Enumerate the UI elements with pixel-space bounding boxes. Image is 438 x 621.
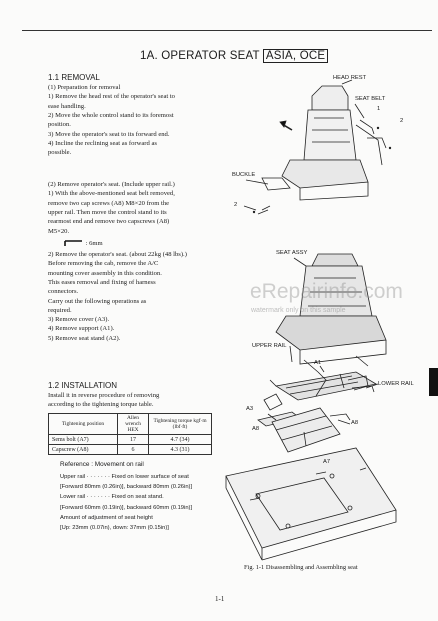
watermark-subtext: watermark only on this sample	[251, 307, 346, 314]
callout-2b: 2	[234, 202, 238, 208]
label-seat-assy: SEAT ASSY	[276, 250, 308, 256]
text-line: remove two cap screws (A8) M8×20 from the	[48, 199, 170, 207]
page-number: 1-1	[215, 595, 225, 603]
table-cell: 4.7 (34)	[149, 435, 212, 445]
text-line: 2) Move the whole control stand to its foremost	[48, 111, 174, 119]
text-line: ease handling.	[48, 102, 86, 110]
text-line: 5) Remove seat stand (A2).	[48, 334, 121, 342]
text-line: [Forward 60mm (0.19in)], backward 60mm (0.19in)]	[60, 504, 193, 511]
text-line: Lower rail · · · · · · · Fixed on seat stand.	[60, 494, 164, 501]
label-buckle: BUCKLE	[232, 172, 256, 178]
text-line: [Forward 80mm (0.26in)], backward 80mm (0.26in)]	[60, 484, 193, 491]
label-a3: A3	[246, 406, 254, 412]
text-line: (1) Preparation for removal	[48, 84, 121, 91]
text-line: [Up: 23mm (0.07in), down: 37mm (0.15in)]	[60, 525, 169, 531]
title-text: 1A. OPERATOR SEAT	[140, 50, 263, 62]
label-head-rest: HEAD REST	[333, 75, 367, 81]
text-line: Install it in reverse procedure of removing	[48, 392, 160, 399]
text-line: 1) Remove the head rest of the operator's seat to	[48, 93, 175, 101]
text-line: position.	[48, 121, 71, 129]
text-line: mounting cover assembly in this condition.	[48, 269, 162, 277]
callout-2: 2	[400, 118, 404, 124]
text-line: upper rail. Then move the control stand to its	[48, 208, 167, 216]
text-line: M5×20.	[48, 227, 70, 235]
torque-header-position: Tightening position	[49, 414, 118, 435]
reference-heading: Reference : Movement on rail	[60, 461, 144, 468]
text-line: 4) Remove support (A1).	[48, 325, 115, 333]
watermark-text: eRepairinfo.com	[250, 280, 403, 303]
text-line: Before removing the cab, remove the A/C	[48, 260, 159, 268]
table-cell: 17	[118, 435, 149, 445]
torque-header-wrench: Allen wrench HEX	[118, 414, 149, 435]
text-line: rearmost end and remove two capscrews (A8)	[48, 218, 170, 226]
label-lower-rail: LOWER RAIL	[378, 381, 414, 387]
label-seat-belt: SEAT BELT	[355, 96, 386, 102]
removal-heading: 1.1 REMOVAL	[48, 73, 100, 82]
table-cell: 4.3 (31)	[149, 445, 212, 455]
label-a8-right: A8	[351, 420, 359, 426]
label-upper-rail: UPPER RAIL	[252, 343, 287, 349]
text-line: 4) Incline the reclining seat as forward as	[48, 139, 157, 147]
text-line: This eases removal and fixing of harness	[48, 278, 156, 286]
text-line: (2) Remove operator's seat. (Include upper rail.)	[48, 181, 175, 188]
label-a8-left: A8	[252, 426, 260, 432]
text-line: required.	[48, 306, 72, 314]
text-line: Upper rail · · · · · · · Fixed on lower surface of seat	[60, 474, 189, 480]
figure-caption: Fig. 1-1 Disassembling and Assembling seat	[244, 564, 358, 571]
table-cell: Sems bolt (A7)	[49, 435, 118, 445]
installation-heading: 1.2 INSTALLATION	[48, 381, 118, 390]
text-line: 3) Remove cover (A3).	[48, 316, 110, 324]
text-line: Amount of adjustment of seat height	[60, 514, 153, 521]
wrench-size: : 6mm	[85, 240, 103, 248]
title-boxed-region: ASIA, OCE	[263, 49, 328, 63]
text-line: 2) Remove the operator's seat. (about 22kg (48 lbs).)	[48, 251, 187, 258]
text-line: Carry out the following operations as	[48, 297, 147, 305]
table-cell: 6	[118, 445, 149, 455]
label-a1: A1	[314, 360, 322, 366]
text-line: 1) With the above-mentioned seat belt removed,	[48, 190, 175, 198]
text-line: 3) Move the operator's seat to its forward end.	[48, 130, 170, 138]
table-cell: Capscrew (A8)	[49, 445, 118, 455]
torque-header-torque: Tightening torque kgf·m (lbf·ft)	[149, 414, 212, 435]
label-a7: A7	[323, 459, 331, 465]
text-line: connectors.	[48, 288, 79, 296]
text-line: according to the tightening torque table.	[48, 401, 154, 409]
callout-1: 1	[377, 106, 381, 112]
text-line: possible.	[48, 149, 72, 157]
